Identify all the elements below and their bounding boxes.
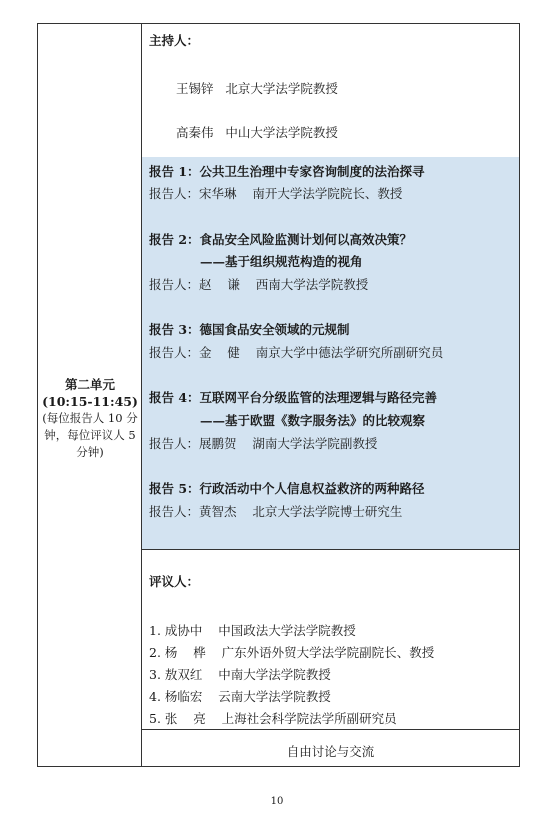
content-column — [142, 24, 519, 766]
unit-info — [38, 376, 142, 461]
reporter: 报告人：展鹏贺 湖南大学法学院副教授 — [149, 436, 378, 451]
unit-note: (每位报告人 10 分钟，每位评议人 5 分钟) — [42, 411, 138, 459]
commentator-item: 5. 张 亮 上海社会科学院法学所副研究员 — [149, 711, 397, 726]
report-subtitle: ——基于组织规范构造的视角 — [200, 254, 363, 269]
report-title: 报告 4：互联网平台分级监管的法理逻辑与路径完善 — [149, 390, 438, 405]
reporter: 报告人：宋华琳 南开大学法学院院长、教授 — [149, 186, 403, 201]
commentator-item: 3. 敖双红 中南大学法学院教授 — [149, 667, 331, 682]
reporter: 报告人：金 健 南京大学中德法学研究所副研究员 — [149, 345, 444, 360]
report-title: 报告 2：食品安全风险监测计划何以高效决策？ — [149, 232, 413, 247]
unit-column — [38, 24, 142, 766]
host-item: 王锡锌 北京大学法学院教授 — [176, 81, 338, 96]
free-discussion-section — [142, 729, 519, 768]
commentator-item: 2. 杨 桦 广东外语外贸大学法学院副院长、教授 — [149, 645, 435, 660]
report-subtitle: ——基于欧盟《数字服务法》的比较观察 — [200, 413, 426, 428]
commentator-item: 1. 成协中 中国政法大学法学院教授 — [149, 623, 356, 638]
commentator-item: 4. 杨临宏 云南大学法学院教授 — [149, 689, 331, 704]
reports-section — [142, 157, 519, 550]
schedule-table — [37, 23, 520, 767]
host-section — [142, 24, 519, 158]
commentator-section — [142, 549, 519, 730]
commentator-label: 评议人： — [149, 574, 200, 589]
unit-title: 第二单元 — [64, 377, 115, 392]
report-title: 报告 1：公共卫生治理中专家咨询制度的法治探寻 — [149, 164, 425, 179]
host-item: 高秦伟 中山大学法学院教授 — [176, 125, 338, 140]
free-discussion: 自由讨论与交流 — [286, 744, 375, 759]
unit-time: (10:15-11:45) — [42, 394, 138, 409]
host-label: 主持人： — [149, 33, 200, 48]
report-title: 报告 5：行政活动中个人信息权益救济的两种路径 — [149, 481, 425, 496]
report-title: 报告 3：德国食品安全领域的元规制 — [149, 322, 350, 337]
reporter: 报告人：赵 谦 西南大学法学院教授 — [149, 277, 369, 292]
reporter: 报告人：黄智杰 北京大学法学院博士研究生 — [149, 504, 403, 519]
page-number: 10 — [270, 796, 284, 807]
